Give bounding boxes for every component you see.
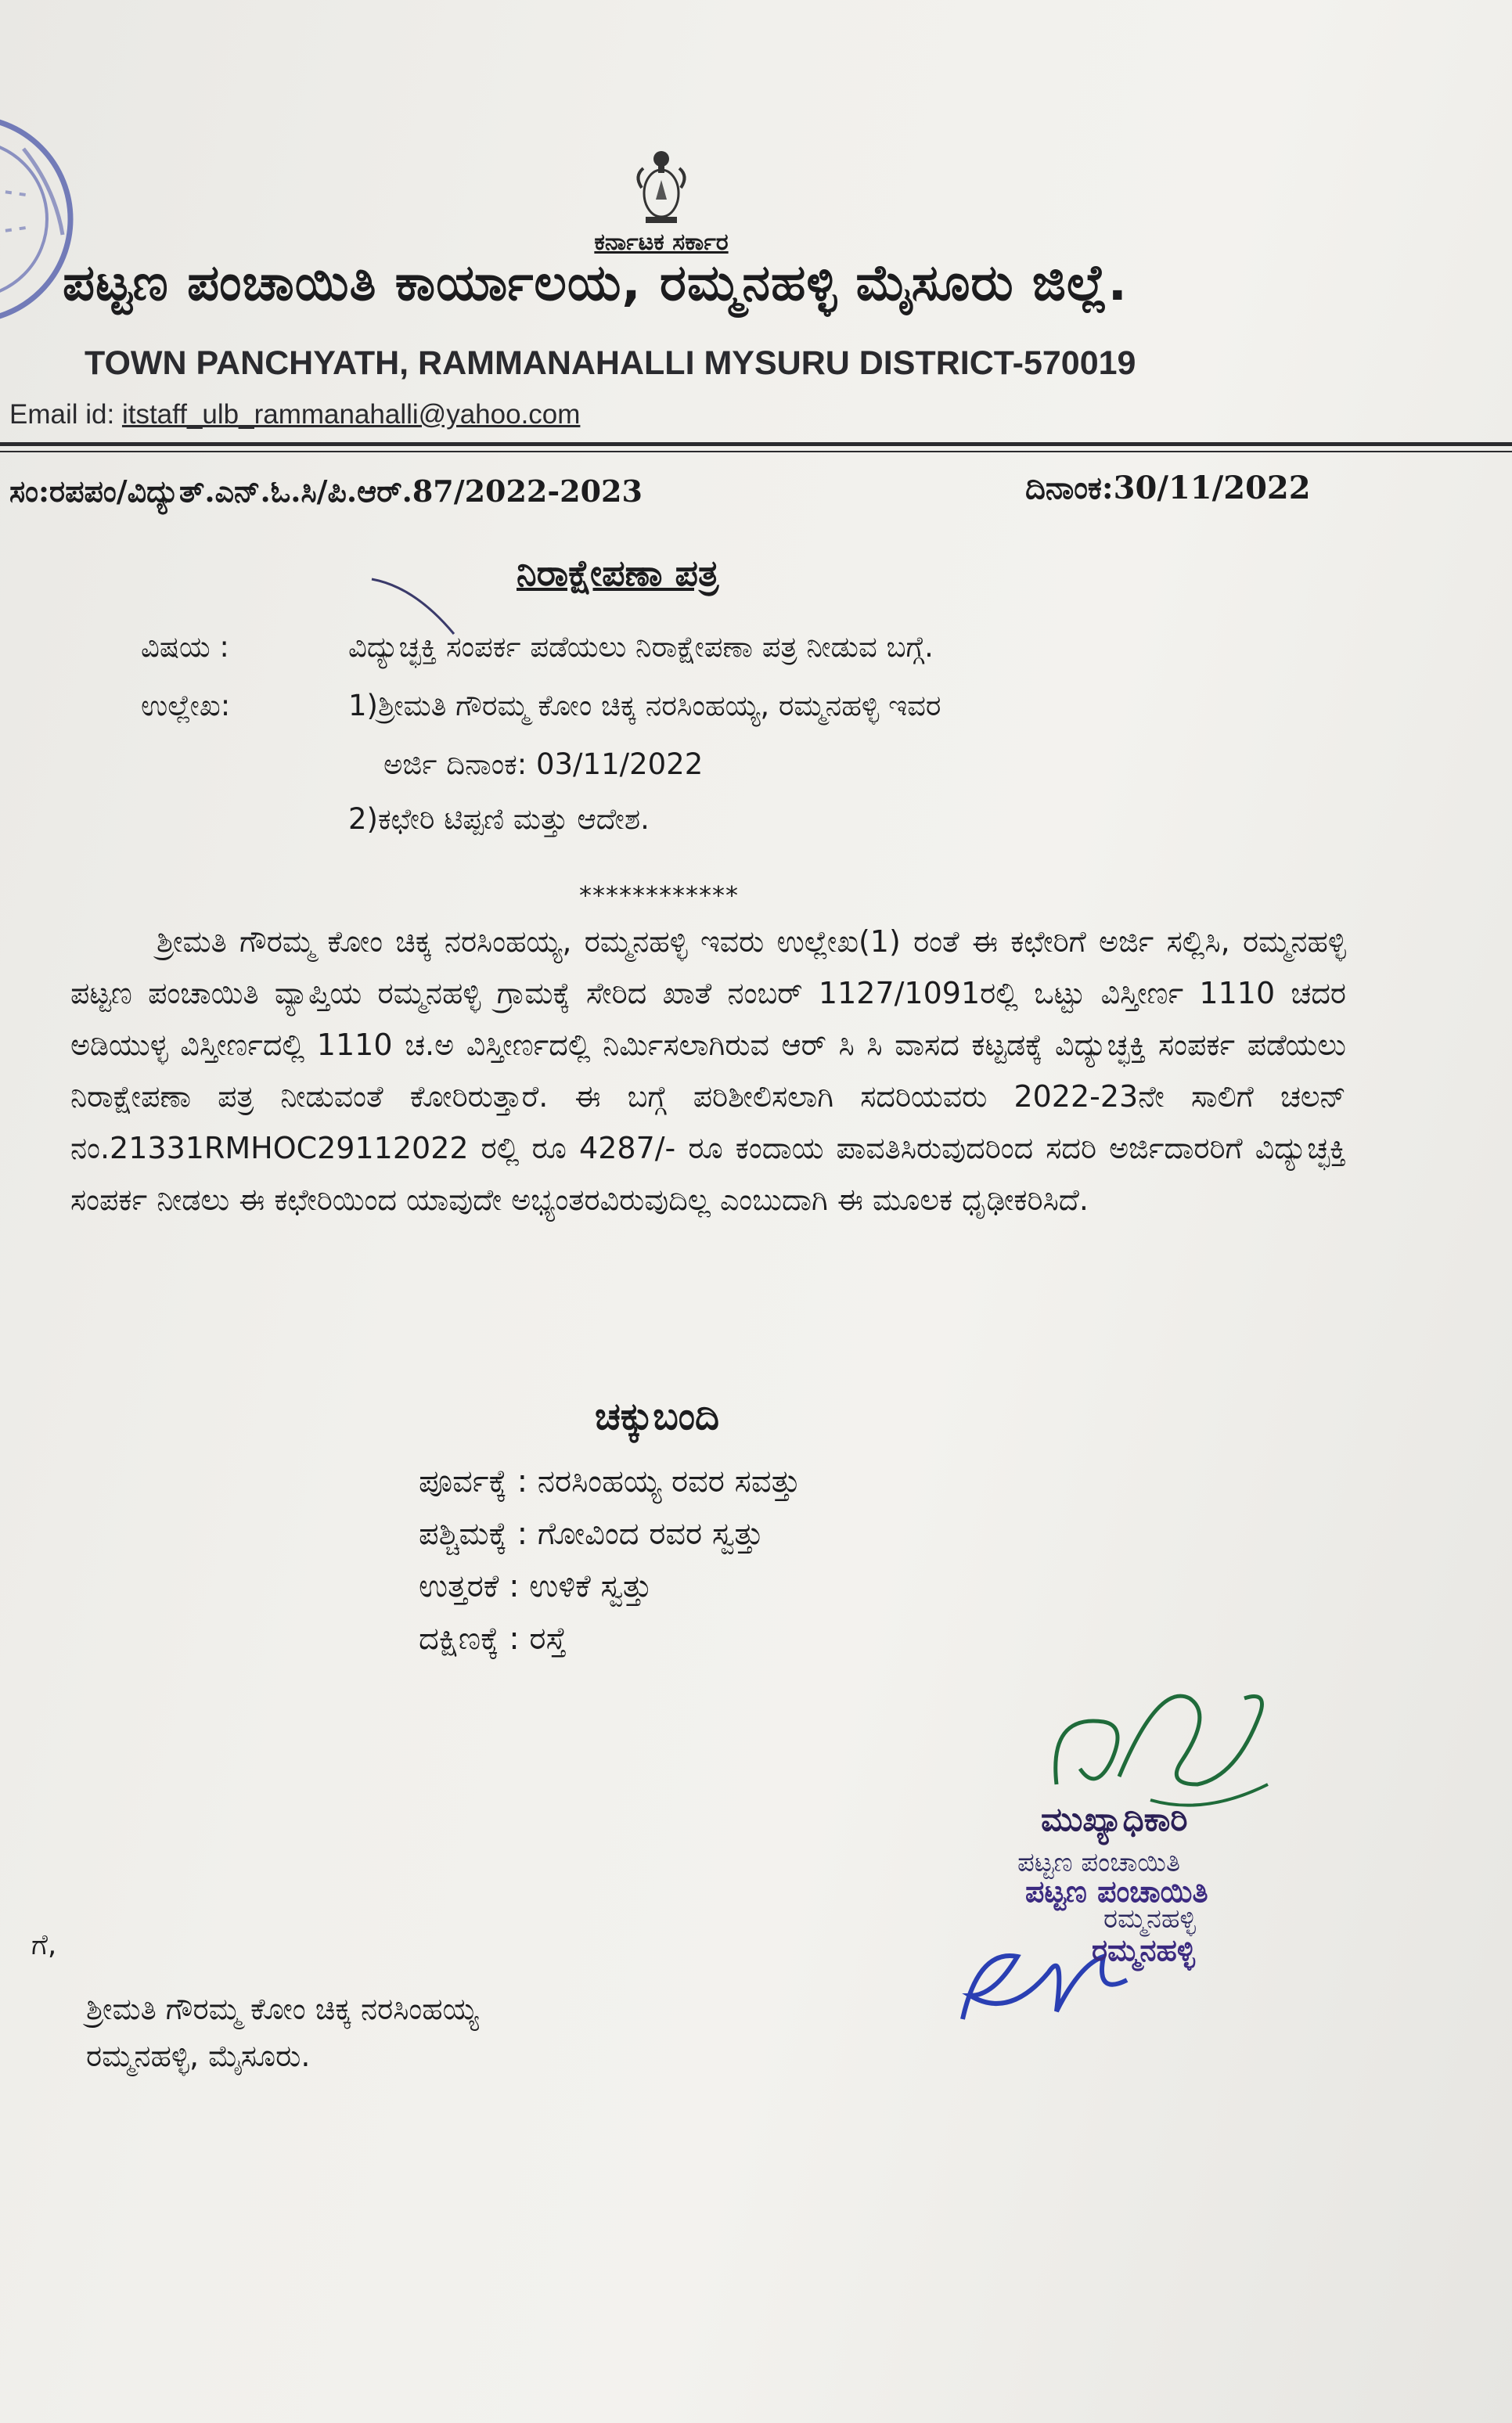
karnataka-emblem-icon [626, 145, 697, 231]
office-name-english: TOWN PANCHYATH, RAMMANAHALLI MYSURU DISTRICT-570019 [85, 344, 1136, 382]
reference-label: ಉಲ್ಲೇಖ: [141, 689, 231, 722]
signatory-designation: ಮುಖ್ಯಾಧಿಕಾರಿ [1041, 1800, 1188, 1838]
reference-number: ಸಂ:ರಪಪಂ/ವಿದ್ಯುತ್.ಎನ್.ಓ.ಸಿ/ಪಿ.ಆರ್.87/2022-2023 [9, 473, 643, 509]
signatory-stamp-line-2: ರಮ್ಮನಹಳ್ಳಿ [1092, 1933, 1195, 1968]
recipient-to: ಗೆ, [31, 1929, 57, 1961]
subject-text: ವಿದ್ಯುಚ್ಛಕ್ತಿ ಸಂಪರ್ಕ ಪಡೆಯಲು ನಿರಾಕ್ಷೇಪಣಾ ಪತ್ರ ನೀಡುವ ಬಗ್ಗೆ. [348, 630, 934, 664]
letter-date: ದಿನಾಂಕ:30/11/2022 [1025, 470, 1311, 506]
separator: ************ [579, 880, 739, 910]
reference-item-1: 1)ಶ್ರೀಮತಿ ಗೌರಮ್ಮ ಕೋಂ ಚಿಕ್ಕ ನರಸಿಂಹಯ್ಯ, ರಮ್ಮನಹಳ್ಳಿ ಇವರ [348, 689, 941, 722]
signatory-stamp-line-1: ಪಟ್ಟಣ ಪಂಚಾಯಿತಿ [1025, 1874, 1208, 1909]
recipient-name: ಶ್ರೀಮತಿ ಗೌರಮ್ಮ ಕೋಂ ಚಿಕ್ಕ ನರಸಿಂಹಯ್ಯ [86, 1992, 479, 2026]
boundary-north: ಉತ್ತರಕೆ : ಉಳಿಕೆ ಸ್ವತ್ತು [419, 1568, 653, 1604]
boundary-south: ದಕ್ಷಿಣಕ್ಕೆ : ರಸ್ತೆ [419, 1621, 567, 1657]
email-label: Email id: [9, 399, 115, 430]
office-seal-icon [0, 63, 141, 376]
signatory-line-1: ಪಟ್ಟಣ ಪಂಚಾಯಿತಿ [1017, 1847, 1180, 1878]
recipient-address: ರಮ್ಮನಹಳ್ಳಿ, ಮೈಸೂರು. [86, 2039, 311, 2073]
body-paragraph: ಶ್ರೀಮತಿ ಗೌರಮ್ಮ ಕೋಂ ಚಿಕ್ಕ ನರಸಿಂಹಯ್ಯ, ರಮ್ಮನಹಳ್ಳಿ ಇವರು ಉಲ್ಲೇಖ(1) ರಂತೆ ಈ ಕಛೇರಿಗೆ ಅರ್ಜಿ ಸಲ್ಲಿಸಿ, ರಮ್ಮನಹಳ್ಳಿ ಪಟ್ಟಣ ಪಂಚಾಯಿತಿ ವ್ಯಾಪ್ತಿಯ ರಮ್ಮನಹಳ್ಳಿ ಗ್ರಾಮಕ್ಕೆ ಸೇರಿದ ಖಾತೆ ನಂಬರ್ 1127/1091ರಲ್ಲಿ ಒಟ್ಟು ವಿಸ್ತೀರ್ಣ 1110 ಚದರ ಅಡಿಯುಳ್ಳ ವಿಸ್ತೀರ್ಣದಲ್ಲಿ 1110 ಚ.ಅ ವಿಸ್ತೀರ್ಣದಲ್ಲಿ ನಿರ್ಮಿಸಲಾಗಿರುವ ಆರ್ ಸಿ ಸಿ ವಾಸದ ಕಟ್ಟಡಕ್ಕೆ ವಿದ್ಯುಚ್ಛಕ್ತಿ ಸಂಪರ್ಕ ಪಡೆಯಲು ನಿರಾಕ್ಷೇಪಣಾ ಪತ್ರ ನೀಡುವಂತೆ ಕೋರಿರುತ್ತಾರೆ. ಈ ಬಗ್ಗೆ ಪರಿಶೀಲಿಸಲಾಗಿ ಸದರಿಯವರು 2022-23ನೇ ಸಾಲಿಗೆ ಚಲನ್ ನಂ.21331RMHOC29112022 ರಲ್ಲಿ ರೂ 4287/- ರೂ ಕಂದಾಯ ಪಾವತಿಸಿರುವುದರಿಂದ ಸದರಿ ಅರ್ಜಿದಾರರಿಗೆ ವಿದ್ಯುಚ್ಛಕ್ತಿ ಸಂಪರ್ಕ ನೀಡಲು ಈ ಕಛೇರಿಯಿಂದ ಯಾವುದೇ ಅಭ್ಯಂತರವಿರುವುದಿಲ್ಲ ಎಂಬುದಾಗಿ ಈ ಮೂಲಕ ಧೃಢೀಕರಿಸಿದೆ. [70, 924, 1346, 1217]
email-link[interactable]: itstaff_ulb_rammanahalli@yahoo.com [121, 399, 581, 430]
boundary-west: ಪಶ್ಚಿಮಕ್ಕೆ : ಗೋವಿಂದ ರವರ ಸ್ವತ್ತು [419, 1516, 764, 1552]
boundary-east: ಪೂರ್ವಕ್ಕೆ : ನರಸಿಂಹಯ್ಯ ರವರ ಸವತ್ತು [419, 1464, 801, 1500]
header-divider [0, 442, 1512, 446]
government-label: ಕರ್ನಾಟಕ ಸರ್ಕಾರ [594, 229, 729, 256]
header-divider-thin [0, 451, 1512, 452]
reference-item-2: 2)ಕಛೇರಿ ಟಿಪ್ಪಣಿ ಮತ್ತು ಆದೇಶ. [348, 802, 650, 836]
letter-title: ನಿರಾಕ್ಷೇಪಣಾ ಪತ್ರ [517, 552, 719, 594]
signatory-line-2: ರಮ್ಮನಹಳ್ಳಿ [1103, 1903, 1197, 1935]
reference-item-1-date: ಅರ್ಜಿ ದಿನಾಂಕ: 03/11/2022 [383, 747, 704, 781]
subject-label: ವಿಷಯ : [141, 630, 229, 664]
office-name-kannada: ಪಟ್ಟಣ ಪಂಚಾಯಿತಿ ಕಾರ್ಯಾಲಯ, ರಮ್ಮನಹಳ್ಳಿ ಮೈಸೂರು ಜಿಲ್ಲೆ. [63, 254, 1128, 312]
boundaries-title: ಚಕ್ಕುಬಂದಿ [595, 1395, 719, 1438]
email-row [9, 399, 580, 430]
